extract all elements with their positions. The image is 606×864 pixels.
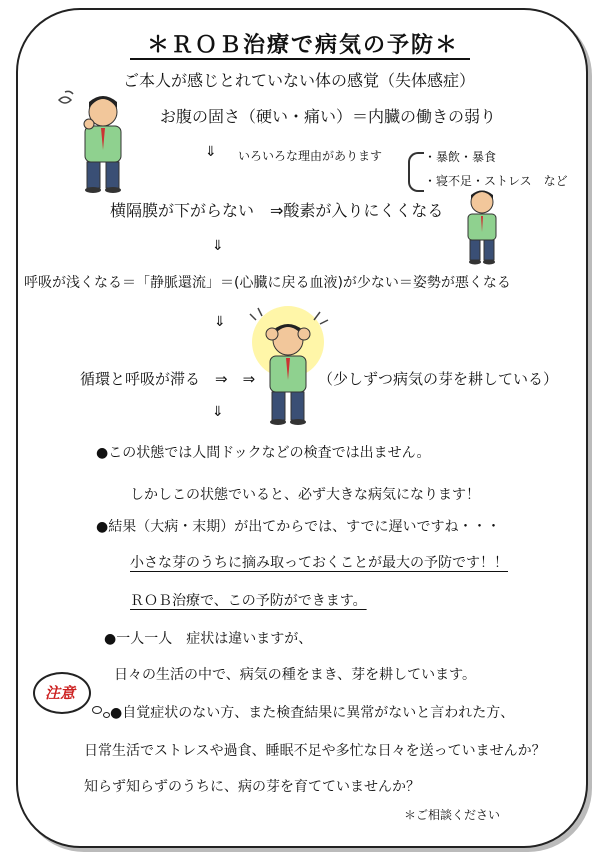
caution-label: 注意 [44,684,75,702]
page-title: ＊ＲＯＢ治療で病気の予防＊ [146,33,459,58]
tired-man-illustration [460,188,504,266]
reasons-label: いろいろな理由があります [238,149,383,163]
headache-man-illustration [232,304,342,428]
paragraph-3: ● 一人一人 症状は違いますが、 [104,628,312,648]
paragraph-4c: 知らず知らずのうちに、病の芽を育てていませんか？ [84,779,420,795]
reason-item: ・寝不足・ストレス など [424,174,568,188]
breathing-line: 呼吸が浅くなる＝「静脈還流」＝(心臓に戻る血液)が少ない＝姿勢が悪くなる [24,275,511,291]
arrow-3: ⇓ [214,314,226,330]
worried-man-illustration [55,90,135,194]
paragraph-4: ● 自覚症状のない方、また検査結果に異常がないと言われた方、 [110,702,514,722]
arrow-2: ⇓ [212,238,224,254]
reasons-brace [408,152,424,192]
paragraph-1b: しかしこの状態でいると、必ず大きな病気になります！ [130,487,480,503]
arrow-4: ⇓ [212,404,224,420]
paragraph-2: ● 結果（大病・末期）が出てからでは、すでに遅いですね・・・ [96,516,501,536]
circulation-line: 循環と呼吸が滞る ⇒ ⇒ [80,370,256,388]
paragraph-2b: 小さな芽のうちに摘み取っておくことが最大の予防です！！ [130,555,508,571]
sprout-line: （少しずつ病気の芽を耕している） [318,370,559,388]
consult-note: ＊ご相談ください [404,808,501,822]
title-underline [130,58,470,60]
bubble-tail [103,712,110,718]
diaphragm-line: 横隔膜が下がらない ⇒酸素が入りにくくなる [110,201,444,220]
subtitle: ご本人が感じとれていない体の感覚（失体感症） [123,71,476,90]
reason-item: ・暴飲・暴食 [424,150,497,164]
paragraph-3b: 日々の生活の中で、病気の種をまき、芽を耕しています。 [114,667,477,683]
paragraph-2c: ＲＯＢ治療で、この予防ができます。 [130,593,367,609]
arrow-1: ⇓ [205,144,217,160]
paragraph-4b: 日常生活でストレスや過食、睡眠不足や多忙な日々を送っていませんか？ [84,743,546,759]
paragraph-1: ● この状態では人間ドックなどの検査では出ません。 [96,442,431,462]
bubble-tail [92,706,102,714]
stomach-line: お腹の固さ（硬い・痛い）＝内臓の働きの弱り [160,107,497,126]
